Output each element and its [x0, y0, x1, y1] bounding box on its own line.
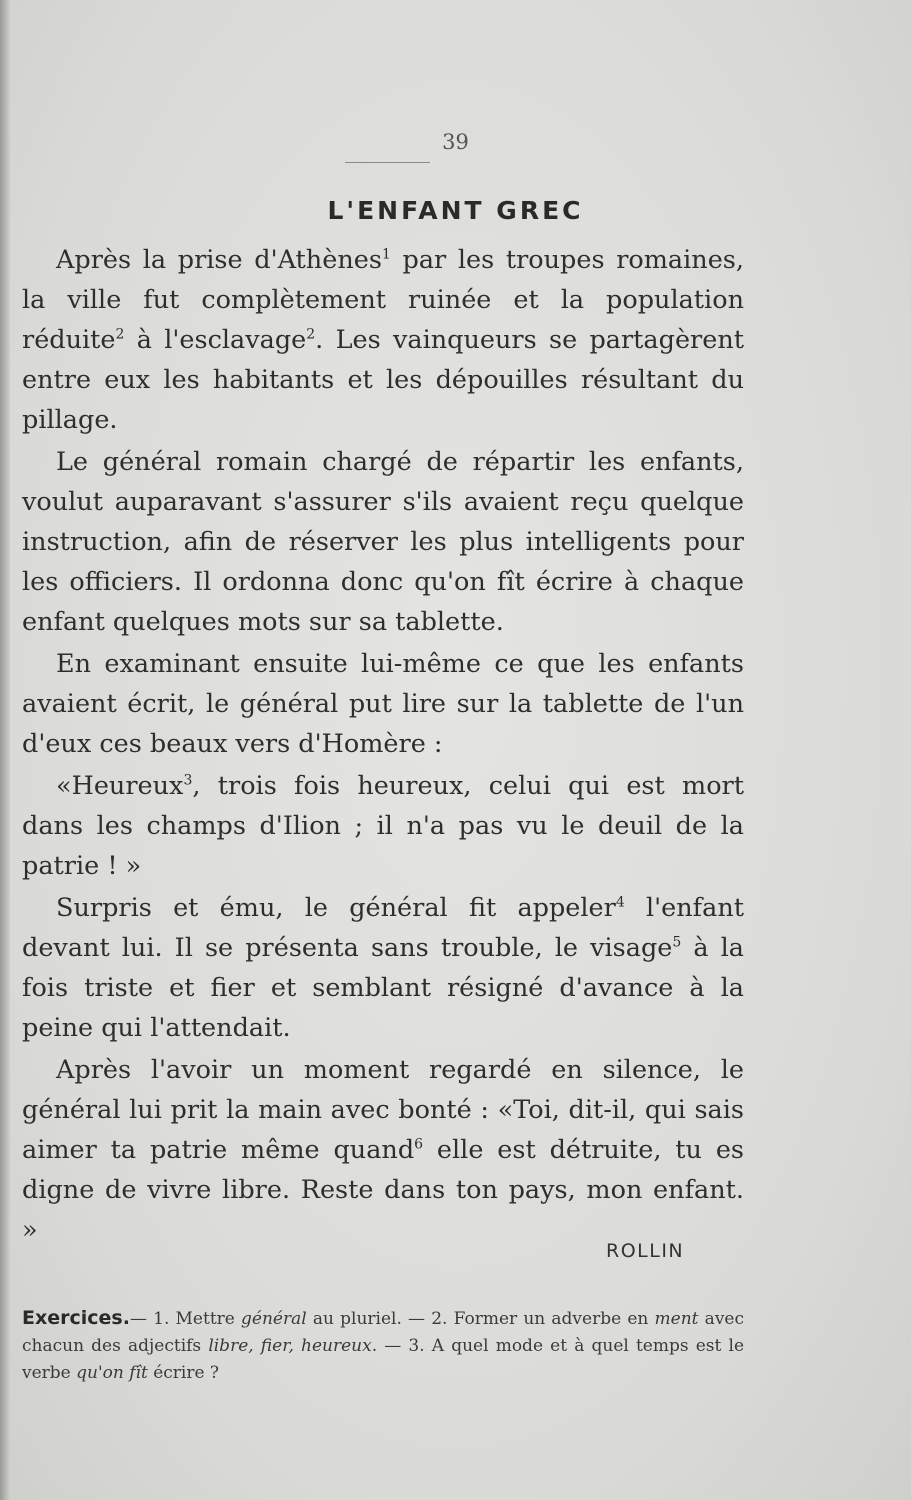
footnote-marker: 4 — [615, 894, 625, 911]
italic-term: général — [241, 1309, 307, 1329]
footnote-marker: 5 — [672, 934, 682, 951]
author-signature: ROLLIN — [606, 1240, 685, 1262]
footnote-marker: 6 — [414, 1136, 424, 1153]
paragraph: Surpris et ému, le général fit appeler$^4$ l'enfant devant lui. Il se présenta sans trouble, le visage$^5$ à la fois triste et fier et semblant résigné d'avance à la peine qui l'attendait. — [22, 893, 745, 1043]
paragraph: Le général romain chargé de répartir les enfants, voulut auparavant s'assurer s'ils avaient reçu quelque instruction, afin de réserver les plus intelligents pour les officiers. Il ordonna donc qu'on fît écrire à chaque enfant quelques mots sur sa tablette. — [22, 447, 744, 637]
italic-term: libre, fier, heureux — [208, 1336, 372, 1356]
paragraph: Après la prise d'Athènes$^1$ par les troupes romaines, la ville fut complètement ruinée et la population réduite$^2$ à l'esclavage$^2$. Les vainqueurs se partagèrent entre eux les habitants et les dépouilles résultant du pillage. — [22, 245, 744, 435]
footnote-marker: 2 — [306, 326, 316, 343]
page-number-rule — [345, 162, 430, 163]
paragraph: «Heureux$^3$, trois fois heureux, celui qui est mort dans les champs d'Ilion ; il n'a pas vu le deuil de la patrie ! » — [22, 771, 744, 881]
footnote-marker: 3 — [183, 772, 193, 789]
exercises-text: — 1. Mettre général au pluriel. — 2. Former un adverbe en ment avec chacun des adjectifs libre, fier, heureux. — 3. A quel mode et à quel temps est le verbe qu'on fît écrire ? — [22, 1309, 745, 1383]
footnote-marker: 1 — [381, 246, 391, 263]
page-number: 39 — [442, 130, 469, 154]
page-binding-edge — [0, 0, 10, 1500]
paragraph: Après l'avoir un moment regardé en silence, le général lui prit la main avec bonté : «Toi, dit-il, qui sais aimer ta patrie même quand$^6$ elle est détruite, tu es digne de vivre libre. Reste dans ton pays, mon enfant. » — [22, 1055, 745, 1245]
footnote-marker: 2 — [115, 326, 125, 343]
italic-term: qu'on fît — [76, 1363, 148, 1383]
exercises-heading: Exercices. — [22, 1307, 130, 1329]
story-title: L'ENFANT GREC — [327, 196, 584, 225]
italic-term: ment — [654, 1309, 699, 1329]
exercises-block — [22, 1305, 744, 1387]
paragraph: En examinant ensuite lui-même ce que les enfants avaient écrit, le général put lire sur la tablette de l'un d'eux ces beaux vers d'Homère : — [22, 649, 744, 759]
story-body — [22, 240, 744, 1250]
